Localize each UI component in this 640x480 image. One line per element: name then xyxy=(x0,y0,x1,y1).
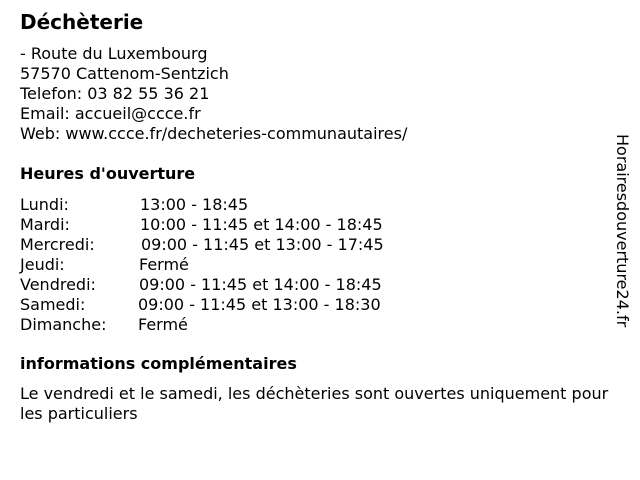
time-value: 09:00 - 11:45 et 13:00 - 17:45 xyxy=(141,235,384,254)
day-label: Mercredi: xyxy=(20,235,95,254)
address-block xyxy=(20,44,407,144)
address-city: 57570 Cattenom-Sentzich xyxy=(20,64,229,83)
day-label: Dimanche: xyxy=(20,315,107,334)
info-heading: informations complémentaires xyxy=(20,354,297,373)
time-value: Fermé xyxy=(139,255,189,274)
day-label: Lundi: xyxy=(20,195,69,214)
hours-heading: Heures d'ouverture xyxy=(20,164,196,183)
time-value: 13:00 - 18:45 xyxy=(140,195,249,214)
watermark-text: Horairesdouverture24.fr xyxy=(613,134,632,328)
phone-line: Telefon: 03 82 55 36 21 xyxy=(20,84,210,103)
email-line: Email: accueil@ccce.fr xyxy=(20,104,201,123)
time-value: 09:00 - 11:45 et 13:00 - 18:30 xyxy=(138,295,381,314)
address-street: - Route du Luxembourg xyxy=(20,44,208,63)
web-line: Web: www.ccce.fr/decheteries-communautaires/ xyxy=(20,124,408,143)
day-label: Samedi: xyxy=(20,295,86,314)
day-label: Mardi: xyxy=(20,215,70,234)
time-value: Fermé xyxy=(138,315,188,334)
time-value: 09:00 - 11:45 et 14:00 - 18:45 xyxy=(139,275,382,294)
info-text: Le vendredi et le samedi, les déchèteries sont ouvertes uniquement pour les particuliers xyxy=(20,384,609,423)
day-label: Jeudi: xyxy=(20,255,65,274)
day-label: Vendredi: xyxy=(20,275,96,294)
page-title: Déchèterie xyxy=(20,10,144,34)
time-value: 10:00 - 11:45 et 14:00 - 18:45 xyxy=(140,215,383,234)
